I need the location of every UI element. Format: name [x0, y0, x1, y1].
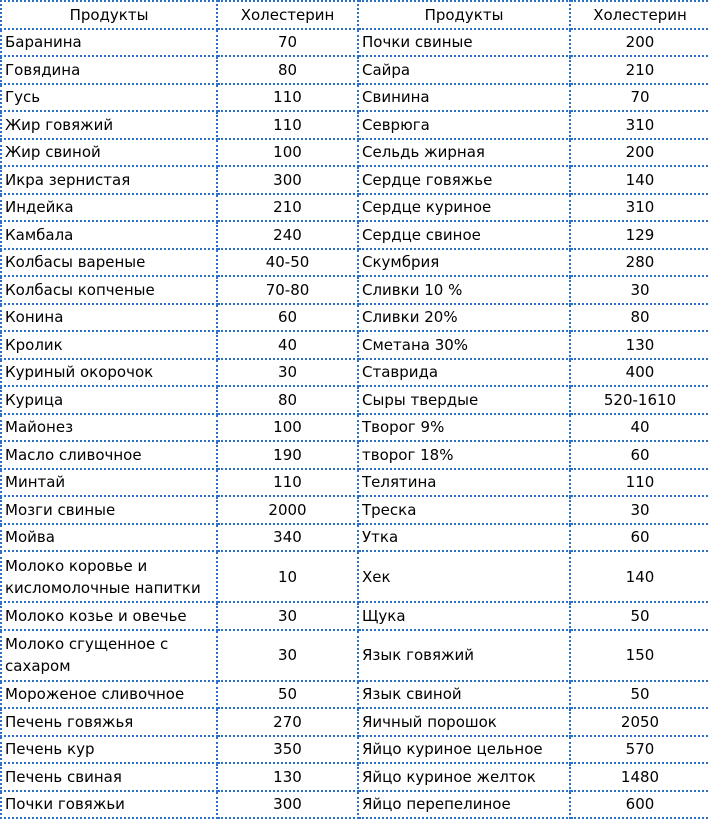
- left-product-cell: Конина: [1, 304, 217, 332]
- left-cholesterol-cell: 40: [217, 331, 358, 359]
- left-cholesterol-cell: 350: [217, 736, 358, 764]
- left-cholesterol-cell: 340: [217, 524, 358, 552]
- left-cholesterol-cell: 110: [217, 84, 358, 112]
- left-product-cell: Курица: [1, 386, 217, 414]
- right-cholesterol-cell: 140: [570, 166, 709, 194]
- left-product-cell: Молоко коровье и кисломолочные напитки: [1, 551, 217, 602]
- right-cholesterol-cell: 40: [570, 414, 709, 442]
- right-product-cell: Яйцо перепелиное: [358, 791, 570, 819]
- right-cholesterol-cell: 130: [570, 331, 709, 359]
- right-cholesterol-cell: 70: [570, 84, 709, 112]
- table-row: [1, 29, 709, 57]
- table-row: [1, 708, 709, 736]
- header-row: [1, 1, 709, 29]
- right-cholesterol-cell: 150: [570, 630, 709, 681]
- left-product-cell: Масло сливочное: [1, 441, 217, 469]
- left-product-cell: Говядина: [1, 56, 217, 84]
- table-row: [1, 414, 709, 442]
- left-cholesterol-cell: 300: [217, 166, 358, 194]
- left-product-cell: Печень кур: [1, 736, 217, 764]
- right-product-cell: Утка: [358, 524, 570, 552]
- right-cholesterol-cell: 110: [570, 469, 709, 497]
- right-product-cell: Язык свиной: [358, 681, 570, 709]
- table-row: [1, 249, 709, 277]
- header-product-left: Продукты: [1, 1, 217, 29]
- left-product-cell: Колбасы копченые: [1, 276, 217, 304]
- left-product-cell: Жир говяжий: [1, 111, 217, 139]
- right-cholesterol-cell: 2050: [570, 708, 709, 736]
- table-row: [1, 111, 709, 139]
- table-row: [1, 386, 709, 414]
- left-cholesterol-cell: 50: [217, 681, 358, 709]
- left-cholesterol-cell: 70-80: [217, 276, 358, 304]
- table-row: [1, 551, 709, 602]
- left-cholesterol-cell: 240: [217, 221, 358, 249]
- left-product-cell: Индейка: [1, 194, 217, 222]
- right-product-cell: Сыры твердые: [358, 386, 570, 414]
- left-cholesterol-cell: 130: [217, 763, 358, 791]
- left-product-cell: Мороженое сливочное: [1, 681, 217, 709]
- right-cholesterol-cell: 520-1610: [570, 386, 709, 414]
- table-row: [1, 194, 709, 222]
- right-cholesterol-cell: 1480: [570, 763, 709, 791]
- table-row: [1, 304, 709, 332]
- left-product-cell: Колбасы вареные: [1, 249, 217, 277]
- header-cholesterol-right: Холестерин: [570, 1, 709, 29]
- right-product-cell: Язык говяжий: [358, 630, 570, 681]
- left-product-cell: Гусь: [1, 84, 217, 112]
- table-body: [1, 29, 709, 819]
- header-product-right: Продукты: [358, 1, 570, 29]
- header-cholesterol-left: Холестерин: [217, 1, 358, 29]
- right-cholesterol-cell: 310: [570, 111, 709, 139]
- table-row: [1, 524, 709, 552]
- right-product-cell: Сливки 10 %: [358, 276, 570, 304]
- right-product-cell: Сердце свиное: [358, 221, 570, 249]
- right-product-cell: Творог 9%: [358, 414, 570, 442]
- left-product-cell: Печень говяжья: [1, 708, 217, 736]
- right-product-cell: Скумбрия: [358, 249, 570, 277]
- table-row: [1, 359, 709, 387]
- left-product-cell: Мозги свиные: [1, 496, 217, 524]
- right-cholesterol-cell: 210: [570, 56, 709, 84]
- left-cholesterol-cell: 110: [217, 469, 358, 497]
- left-cholesterol-cell: 30: [217, 630, 358, 681]
- right-product-cell: Сердце говяжье: [358, 166, 570, 194]
- left-product-cell: Икра зернистая: [1, 166, 217, 194]
- right-product-cell: Сметана 30%: [358, 331, 570, 359]
- table-row: [1, 496, 709, 524]
- right-cholesterol-cell: 60: [570, 441, 709, 469]
- table-row: [1, 441, 709, 469]
- left-product-cell: Молоко козье и овечье: [1, 602, 217, 630]
- left-cholesterol-cell: 30: [217, 602, 358, 630]
- left-cholesterol-cell: 300: [217, 791, 358, 819]
- left-cholesterol-cell: 100: [217, 414, 358, 442]
- right-cholesterol-cell: 60: [570, 524, 709, 552]
- table-row: [1, 166, 709, 194]
- right-cholesterol-cell: 600: [570, 791, 709, 819]
- right-cholesterol-cell: 570: [570, 736, 709, 764]
- table-row: [1, 139, 709, 167]
- left-product-cell: Жир свиной: [1, 139, 217, 167]
- right-product-cell: Телятина: [358, 469, 570, 497]
- left-product-cell: Молоко сгущенное с сахаром: [1, 630, 217, 681]
- table-row: [1, 736, 709, 764]
- right-product-cell: Сайра: [358, 56, 570, 84]
- right-product-cell: Сердце куриное: [358, 194, 570, 222]
- left-product-cell: Камбала: [1, 221, 217, 249]
- right-cholesterol-cell: 400: [570, 359, 709, 387]
- left-cholesterol-cell: 80: [217, 56, 358, 84]
- right-product-cell: Хек: [358, 551, 570, 602]
- table-row: [1, 84, 709, 112]
- left-product-cell: Майонез: [1, 414, 217, 442]
- left-cholesterol-cell: 70: [217, 29, 358, 57]
- left-product-cell: Минтай: [1, 469, 217, 497]
- table-row: [1, 276, 709, 304]
- right-cholesterol-cell: 80: [570, 304, 709, 332]
- table-row: [1, 469, 709, 497]
- table-row: [1, 331, 709, 359]
- left-cholesterol-cell: 110: [217, 111, 358, 139]
- left-product-cell: Баранина: [1, 29, 217, 57]
- left-product-cell: Куриный окорочок: [1, 359, 217, 387]
- right-cholesterol-cell: 129: [570, 221, 709, 249]
- left-cholesterol-cell: 190: [217, 441, 358, 469]
- left-cholesterol-cell: 60: [217, 304, 358, 332]
- left-cholesterol-cell: 30: [217, 359, 358, 387]
- right-cholesterol-cell: 30: [570, 496, 709, 524]
- right-cholesterol-cell: 50: [570, 681, 709, 709]
- left-product-cell: Мойва: [1, 524, 217, 552]
- left-cholesterol-cell: 210: [217, 194, 358, 222]
- right-product-cell: Треска: [358, 496, 570, 524]
- right-product-cell: Сливки 20%: [358, 304, 570, 332]
- table-row: [1, 56, 709, 84]
- left-product-cell: Печень свиная: [1, 763, 217, 791]
- left-cholesterol-cell: 270: [217, 708, 358, 736]
- left-product-cell: Почки говяжьи: [1, 791, 217, 819]
- right-product-cell: Свинина: [358, 84, 570, 112]
- right-cholesterol-cell: 200: [570, 139, 709, 167]
- right-product-cell: Ставрида: [358, 359, 570, 387]
- table-row: [1, 681, 709, 709]
- right-product-cell: Яичный порошок: [358, 708, 570, 736]
- table-row: [1, 221, 709, 249]
- right-product-cell: Щука: [358, 602, 570, 630]
- table-row: [1, 630, 709, 681]
- table-row: [1, 791, 709, 819]
- right-product-cell: Севрюга: [358, 111, 570, 139]
- right-cholesterol-cell: 310: [570, 194, 709, 222]
- right-product-cell: Почки свиные: [358, 29, 570, 57]
- right-product-cell: творог 18%: [358, 441, 570, 469]
- left-cholesterol-cell: 100: [217, 139, 358, 167]
- left-cholesterol-cell: 2000: [217, 496, 358, 524]
- right-product-cell: Яйцо куриное цельное: [358, 736, 570, 764]
- right-product-cell: Сельдь жирная: [358, 139, 570, 167]
- right-cholesterol-cell: 140: [570, 551, 709, 602]
- left-product-cell: Кролик: [1, 331, 217, 359]
- left-cholesterol-cell: 80: [217, 386, 358, 414]
- right-cholesterol-cell: 50: [570, 602, 709, 630]
- right-cholesterol-cell: 200: [570, 29, 709, 57]
- table-row: [1, 763, 709, 791]
- table-row: [1, 602, 709, 630]
- left-cholesterol-cell: 10: [217, 551, 358, 602]
- right-cholesterol-cell: 280: [570, 249, 709, 277]
- left-cholesterol-cell: 40-50: [217, 249, 358, 277]
- right-cholesterol-cell: 30: [570, 276, 709, 304]
- right-product-cell: Яйцо куриное желток: [358, 763, 570, 791]
